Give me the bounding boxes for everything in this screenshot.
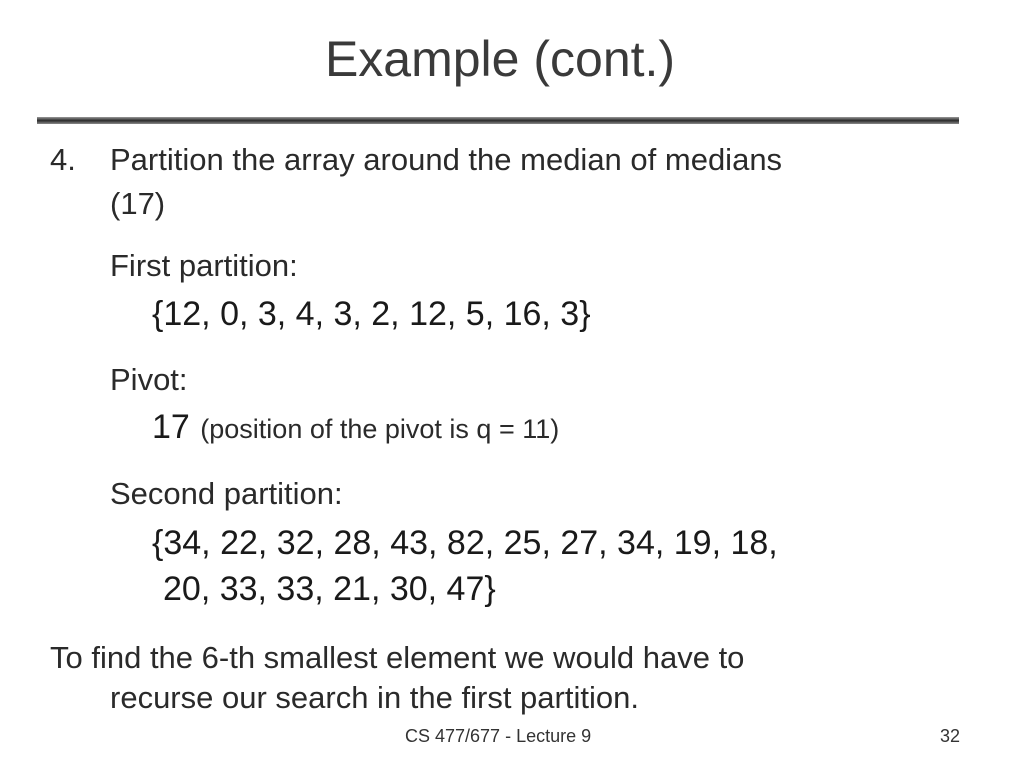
second-partition-values-line1: {34, 22, 32, 28, 43, 82, 25, 27, 34, 19, 18, <box>152 524 778 562</box>
first-partition-label: First partition: <box>110 248 298 283</box>
pivot-line <box>152 408 559 447</box>
slide-title: Example (cont.) <box>324 31 676 87</box>
footer-page-number: 32 <box>940 726 961 746</box>
title-divider <box>37 117 959 124</box>
pivot-value: 17 <box>152 408 190 446</box>
second-partition-values-line2: 20, 33, 33, 21, 30, 47} <box>163 570 496 608</box>
pivot-note: (position of the pivot is q = 11) <box>200 414 560 444</box>
conclusion-line1: To find the 6-th smallest element we would have to <box>50 640 745 675</box>
list-item-text-line2: (17) <box>110 186 166 221</box>
conclusion-line2: recurse our search in the first partition. <box>110 680 639 715</box>
pivot-label: Pivot: <box>110 362 188 397</box>
footer-course: CS 477/677 - Lecture 9 <box>405 726 592 746</box>
list-item-text-line1: Partition the array around the median of medians <box>110 142 783 177</box>
list-item-number: 4. <box>50 142 76 177</box>
second-partition-label: Second partition: <box>110 476 343 511</box>
first-partition-values: {12, 0, 3, 4, 3, 2, 12, 5, 16, 3} <box>152 295 591 333</box>
